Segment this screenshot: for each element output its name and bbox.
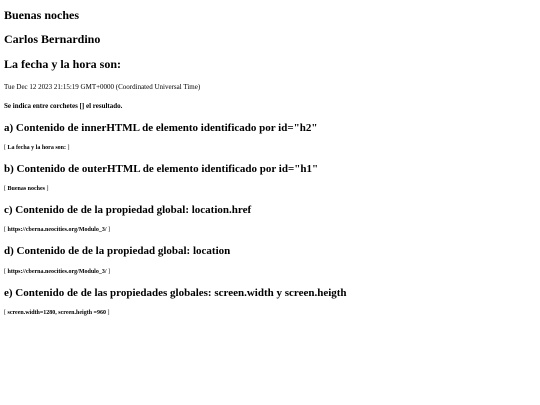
section-e-title: e) Contenido de de las propiedades globales: screen.width y screen.heigth	[4, 286, 347, 299]
section-b-value: Buenas noches	[7, 186, 46, 193]
datetime-heading: La fecha y la hora son:	[4, 56, 121, 71]
section-e-result: [ screen.width=1280, screen.heigth =960 ]	[4, 309, 110, 316]
section-c-title: c) Contenido de de la propiedad global: location.href	[4, 204, 252, 217]
section-c-result: [ https://cberna.neocities.org/Modulo_3/ ]	[4, 227, 110, 234]
greeting-heading: Buenas noches	[4, 8, 80, 22]
section-b-title: b) Contenido de outerHTML de elemento identificado por id="h1"	[4, 163, 319, 176]
section-b-result: [ Buenas noches ]	[4, 186, 49, 193]
name-heading: Carlos Bernardino	[4, 32, 101, 47]
section-a-value: La fecha y la hora son:	[7, 145, 66, 152]
section-e	[4, 287, 536, 316]
section-d	[4, 245, 536, 274]
result-note: Se indica entre corchetes [] el resultado.	[4, 101, 123, 110]
section-c-value: https://cberna.neocities.org/Modulo_3/	[7, 227, 107, 234]
section-d-value: https://cberna.neocities.org/Modulo_3/	[7, 268, 107, 275]
section-a-title: a) Contenido de innerHTML de elemento identificado por id="h2"	[4, 121, 318, 134]
section-a-result: [ La fecha y la hora son: ]	[4, 145, 70, 152]
section-d-title: d) Contenido de de la propiedad global: location	[4, 245, 231, 258]
section-e-value: screen.width=1280, screen.heigth =960	[7, 309, 106, 316]
section-c	[4, 204, 536, 233]
section-d-result: [ https://cberna.neocities.org/Modulo_3/ ]	[4, 268, 110, 275]
section-b	[4, 163, 536, 192]
section-a	[4, 122, 536, 151]
datetime-value: Tue Dec 12 2023 21:15:19 GMT+0000 (Coordinated Universal Time)	[4, 83, 201, 92]
